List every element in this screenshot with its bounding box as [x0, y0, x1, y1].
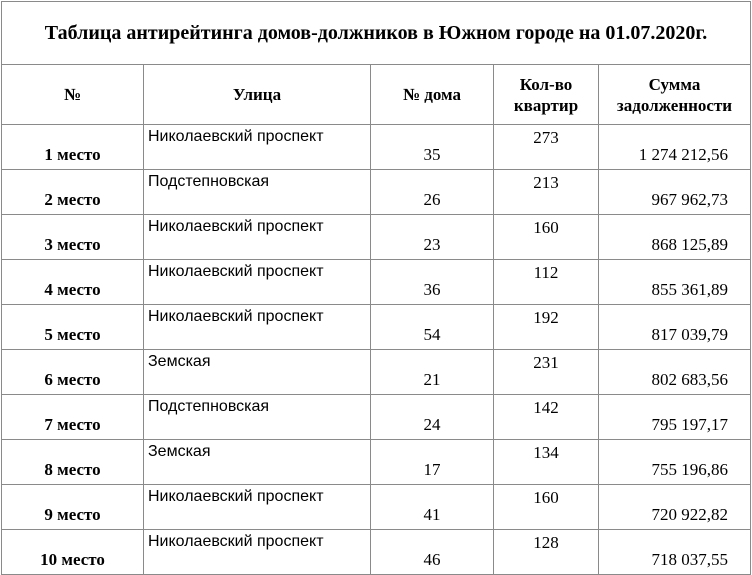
street-cell: Николаевский проспект — [144, 530, 371, 575]
header-num: № — [2, 65, 144, 125]
flats-count-cell: 142 — [494, 395, 599, 440]
debt-sum-cell: 720 922,82 — [599, 485, 751, 530]
table-row — [2, 260, 751, 305]
house-number-cell: 17 — [371, 440, 494, 485]
header-flats-line1: Кол-во — [519, 74, 573, 94]
street-cell: Николаевский проспект — [144, 485, 371, 530]
header-sum-line1: Сумма — [648, 74, 701, 94]
debt-sum-cell: 1 274 212,56 — [599, 125, 751, 170]
debt-sum-cell: 967 962,73 — [599, 170, 751, 215]
header-flats — [494, 65, 599, 125]
debt-sum-cell: 868 125,89 — [599, 215, 751, 260]
debt-sum-cell: 718 037,55 — [599, 530, 751, 575]
debt-sum-cell: 755 196,86 — [599, 440, 751, 485]
house-number-cell: 41 — [371, 485, 494, 530]
table-row — [2, 530, 751, 575]
place-cell: 9 место — [2, 485, 144, 530]
house-number-cell: 54 — [371, 305, 494, 350]
street-cell: Земская — [144, 350, 371, 395]
header-sum-line2: задолженности — [616, 95, 733, 115]
flats-count-cell: 134 — [494, 440, 599, 485]
flats-count-cell: 160 — [494, 485, 599, 530]
table-row — [2, 440, 751, 485]
house-number-cell: 21 — [371, 350, 494, 395]
house-number-cell: 35 — [371, 125, 494, 170]
header-flats-line2: квартир — [513, 95, 579, 115]
place-cell: 5 место — [2, 305, 144, 350]
table-row — [2, 305, 751, 350]
house-number-cell: 23 — [371, 215, 494, 260]
street-cell: Николаевский проспект — [144, 125, 371, 170]
debt-sum-cell: 795 197,17 — [599, 395, 751, 440]
header-street: Улица — [144, 65, 371, 125]
table-row — [2, 125, 751, 170]
flats-count-cell: 128 — [494, 530, 599, 575]
flats-count-cell: 112 — [494, 260, 599, 305]
house-number-cell: 36 — [371, 260, 494, 305]
house-number-cell: 26 — [371, 170, 494, 215]
table-row — [2, 215, 751, 260]
debt-sum-cell: 855 361,89 — [599, 260, 751, 305]
place-cell: 3 место — [2, 215, 144, 260]
flats-count-cell: 213 — [494, 170, 599, 215]
debtor-rating-table — [1, 1, 751, 575]
street-cell: Николаевский проспект — [144, 260, 371, 305]
street-cell: Земская — [144, 440, 371, 485]
place-cell: 8 место — [2, 440, 144, 485]
header-house: № дома — [371, 65, 494, 125]
place-cell: 7 место — [2, 395, 144, 440]
debt-sum-cell: 802 683,56 — [599, 350, 751, 395]
street-cell: Николаевский проспект — [144, 305, 371, 350]
place-cell: 6 место — [2, 350, 144, 395]
house-number-cell: 24 — [371, 395, 494, 440]
table-row — [2, 350, 751, 395]
street-cell: Подстепновская — [144, 170, 371, 215]
flats-count-cell: 160 — [494, 215, 599, 260]
debt-sum-cell: 817 039,79 — [599, 305, 751, 350]
flats-count-cell: 192 — [494, 305, 599, 350]
table-title: Таблица антирейтинга домов-должников в Южном городе на 01.07.2020г. — [2, 2, 751, 65]
place-cell: 10 место — [2, 530, 144, 575]
table-row — [2, 485, 751, 530]
flats-count-cell: 273 — [494, 125, 599, 170]
place-cell: 4 место — [2, 260, 144, 305]
table-row — [2, 395, 751, 440]
place-cell: 1 место — [2, 125, 144, 170]
table-row — [2, 170, 751, 215]
header-sum — [599, 65, 751, 125]
street-cell: Николаевский проспект — [144, 215, 371, 260]
flats-count-cell: 231 — [494, 350, 599, 395]
place-cell: 2 место — [2, 170, 144, 215]
title-row — [2, 2, 751, 65]
street-cell: Подстепновская — [144, 395, 371, 440]
header-row — [2, 65, 751, 125]
house-number-cell: 46 — [371, 530, 494, 575]
